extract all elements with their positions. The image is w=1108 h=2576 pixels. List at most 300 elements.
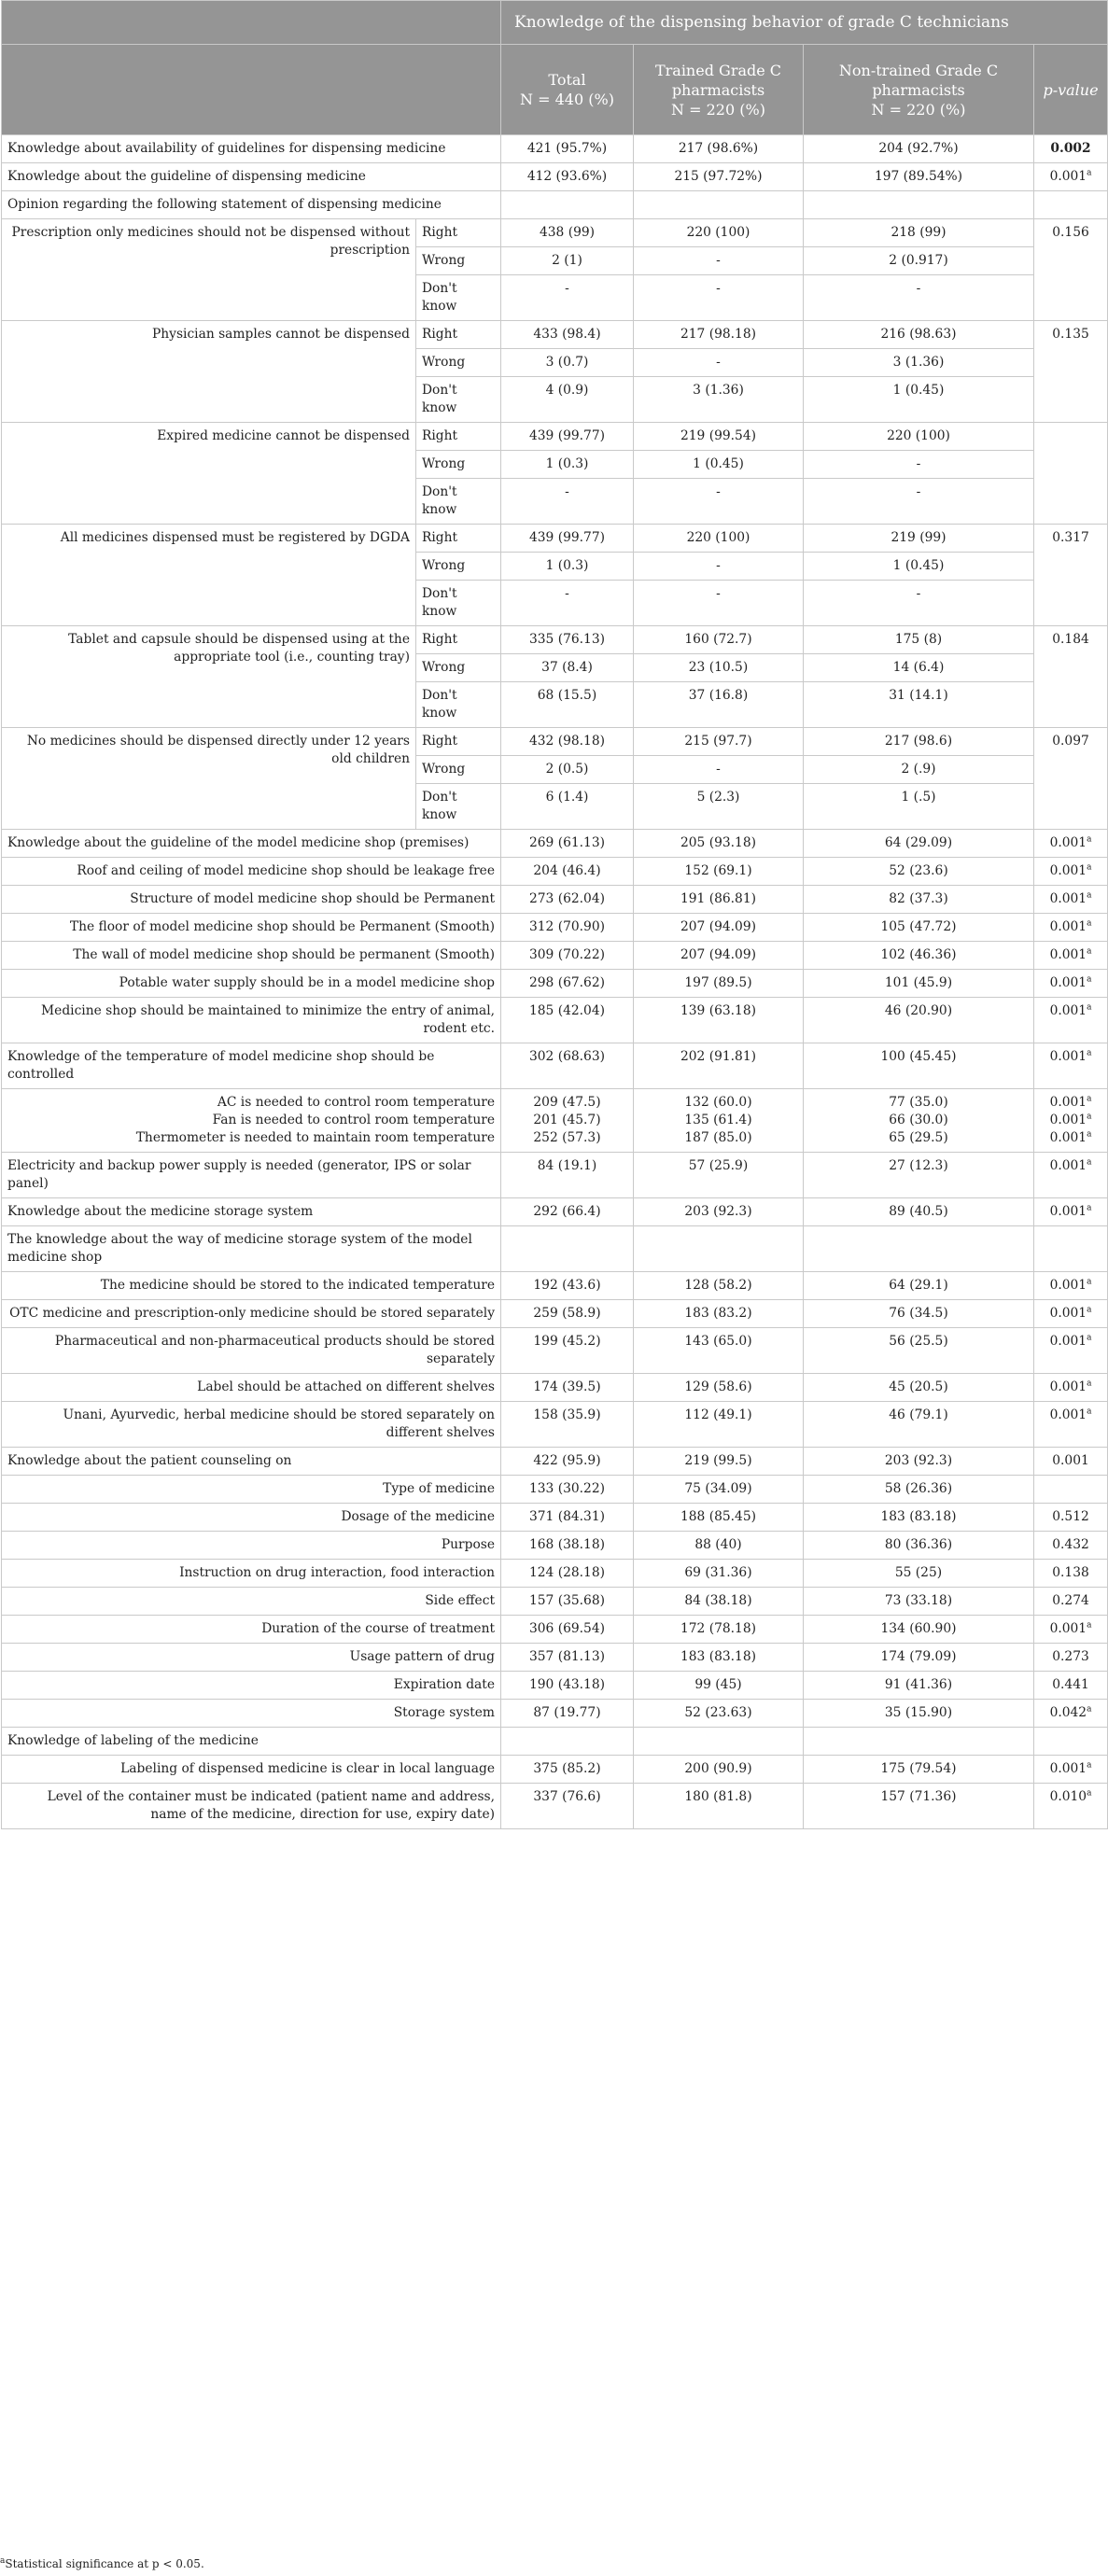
row-label: Storage system bbox=[2, 1700, 501, 1728]
nontrained-cell: 45 (20.5) bbox=[804, 1374, 1034, 1402]
p-value: 0.138 bbox=[1052, 1565, 1089, 1580]
total-cell-line: 209 (47.5) bbox=[533, 1095, 601, 1110]
total-cell: 37 (8.4) bbox=[501, 654, 634, 682]
table-row bbox=[2, 525, 1108, 553]
p-value: 0.156 bbox=[1052, 225, 1089, 240]
p-value-cell bbox=[1034, 1560, 1108, 1588]
trained-cell: 160 (72.7) bbox=[634, 626, 804, 654]
total-cell: 174 (39.5) bbox=[501, 1374, 634, 1402]
nontrained-cell: 46 (79.1) bbox=[804, 1402, 1034, 1448]
significance-marker: a bbox=[1087, 1203, 1092, 1213]
table-row bbox=[2, 1644, 1108, 1672]
trained-cell: 1 (0.45) bbox=[634, 451, 804, 479]
trained-cell: 207 (94.09) bbox=[634, 942, 804, 970]
p-value-cell bbox=[1034, 970, 1108, 998]
total-cell: 157 (35.68) bbox=[501, 1588, 634, 1616]
trained-cell: 202 (91.81) bbox=[634, 1043, 804, 1089]
nontrained-cell: 174 (79.09) bbox=[804, 1644, 1034, 1672]
trained-cell: 52 (23.63) bbox=[634, 1700, 804, 1728]
table-row bbox=[2, 970, 1108, 998]
row-label-line: AC is needed to control room temperature bbox=[217, 1095, 495, 1110]
total-cell: 438 (99) bbox=[501, 219, 634, 247]
total-cell bbox=[501, 1089, 634, 1153]
total-cell: 124 (28.18) bbox=[501, 1560, 634, 1588]
p-value: 0.001 bbox=[1049, 1158, 1087, 1173]
trained-cell: 99 (45) bbox=[634, 1672, 804, 1700]
row-label: Roof and ceiling of model medicine shop should be leakage free bbox=[2, 858, 501, 886]
total-cell: 2 (1) bbox=[501, 247, 634, 275]
trained-cell: 69 (31.36) bbox=[634, 1560, 804, 1588]
row-label: Unani, Ayurvedic, herbal medicine should be stored separately on different shelves bbox=[2, 1402, 501, 1448]
table-row bbox=[2, 1226, 1108, 1272]
row-label: Structure of model medicine shop should be Permanent bbox=[2, 886, 501, 914]
total-cell: 335 (76.13) bbox=[501, 626, 634, 654]
nontrained-cell: 58 (26.36) bbox=[804, 1476, 1034, 1504]
nontrained-cell bbox=[804, 1728, 1034, 1756]
row-label: The wall of model medicine shop should be permanent (Smooth) bbox=[2, 942, 501, 970]
p-value-cell bbox=[1034, 1588, 1108, 1616]
group-label: All medicines dispensed must be registered by DGDA bbox=[2, 525, 416, 626]
col-nontrained: Non-trained Grade C pharmacists N = 220 (%) bbox=[804, 45, 1034, 135]
row-label: Side effect bbox=[2, 1588, 501, 1616]
trained-cell bbox=[634, 1226, 804, 1272]
nontrained-cell: 157 (71.36) bbox=[804, 1784, 1034, 1829]
p-value: 0.001 bbox=[1049, 835, 1087, 850]
p-value: 0.001 bbox=[1049, 1379, 1087, 1394]
row-label: The medicine should be stored to the indicated temperature bbox=[2, 1272, 501, 1300]
p-value: 0.097 bbox=[1052, 734, 1089, 749]
table-row bbox=[2, 1153, 1108, 1198]
nontrained-cell: 1 (.5) bbox=[804, 784, 1034, 830]
trained-cell: 220 (100) bbox=[634, 525, 804, 553]
p-value-cell bbox=[1034, 1532, 1108, 1560]
significance-marker: a bbox=[1087, 1333, 1092, 1343]
nontrained-cell: 175 (79.54) bbox=[804, 1756, 1034, 1784]
table-row bbox=[2, 858, 1108, 886]
total-cell: 439 (99.77) bbox=[501, 525, 634, 553]
trained-cell: 220 (100) bbox=[634, 219, 804, 247]
trained-cell bbox=[634, 1728, 804, 1756]
p-value: 0.001 bbox=[1049, 1113, 1087, 1127]
p-value: 0.001 bbox=[1049, 1095, 1087, 1110]
total-cell: 306 (69.54) bbox=[501, 1616, 634, 1644]
group-label: Physician samples cannot be dispensed bbox=[2, 321, 416, 423]
trained-cell: 129 (58.6) bbox=[634, 1374, 804, 1402]
p-value: 0.001 bbox=[1049, 1003, 1087, 1018]
significance-marker: a bbox=[1087, 1620, 1092, 1631]
table-row bbox=[2, 1272, 1108, 1300]
trained-cell: 112 (49.1) bbox=[634, 1402, 804, 1448]
total-cell: 168 (38.18) bbox=[501, 1532, 634, 1560]
row-label: Labeling of dispensed medicine is clear in local language bbox=[2, 1756, 501, 1784]
total-cell: 185 (42.04) bbox=[501, 998, 634, 1043]
total-cell: 337 (76.6) bbox=[501, 1784, 634, 1829]
response-label: Right bbox=[416, 626, 501, 654]
nontrained-cell: 2 (0.917) bbox=[804, 247, 1034, 275]
trained-cell-line: 135 (61.4) bbox=[684, 1113, 752, 1127]
response-label: Don't know bbox=[416, 784, 501, 830]
significance-marker: a bbox=[1087, 946, 1092, 957]
row-label: Pharmaceutical and non-pharmaceutical products should be stored separately bbox=[2, 1328, 501, 1374]
table-row bbox=[2, 1374, 1108, 1402]
p-value-cell bbox=[1034, 886, 1108, 914]
trained-cell: 219 (99.54) bbox=[634, 423, 804, 451]
trained-cell: 37 (16.8) bbox=[634, 682, 804, 728]
total-cell: 312 (70.90) bbox=[501, 914, 634, 942]
p-value-cell bbox=[1034, 423, 1108, 525]
significance-marker: a bbox=[1087, 1157, 1092, 1168]
response-label: Right bbox=[416, 728, 501, 756]
total-cell-line: 252 (57.3) bbox=[533, 1130, 601, 1145]
significance-marker: a bbox=[1087, 1305, 1092, 1315]
trained-cell: 215 (97.72%) bbox=[634, 163, 804, 191]
p-value-cell bbox=[1034, 1043, 1108, 1089]
p-value-cell bbox=[1034, 1756, 1108, 1784]
trained-cell: 152 (69.1) bbox=[634, 858, 804, 886]
trained-cell: 207 (94.09) bbox=[634, 914, 804, 942]
p-value-cell bbox=[1034, 998, 1108, 1043]
footnote-text: Statistical significance at p < 0.05. bbox=[5, 2557, 204, 2570]
table-row bbox=[2, 321, 1108, 349]
total-cell: 439 (99.77) bbox=[501, 423, 634, 451]
significance-marker: a bbox=[1087, 168, 1092, 178]
total-cell: 192 (43.6) bbox=[501, 1272, 634, 1300]
total-cell: 371 (84.31) bbox=[501, 1504, 634, 1532]
nontrained-cell: 73 (33.18) bbox=[804, 1588, 1034, 1616]
trained-cell: - bbox=[634, 479, 804, 525]
nontrained-cell-line: 77 (35.0) bbox=[889, 1095, 948, 1110]
significance-marker: a bbox=[1087, 834, 1092, 845]
trained-cell: 84 (38.18) bbox=[634, 1588, 804, 1616]
total-cell bbox=[501, 1728, 634, 1756]
trained-cell: 57 (25.9) bbox=[634, 1153, 804, 1198]
table-row bbox=[2, 1532, 1108, 1560]
p-value-cell bbox=[1034, 1616, 1108, 1644]
row-label: Knowledge about the medicine storage system bbox=[2, 1198, 501, 1226]
table-row bbox=[2, 626, 1108, 654]
significance-marker: a bbox=[1087, 1112, 1092, 1122]
table-row bbox=[2, 1756, 1108, 1784]
response-label: Wrong bbox=[416, 451, 501, 479]
nontrained-cell: - bbox=[804, 479, 1034, 525]
trained-cell: 191 (86.81) bbox=[634, 886, 804, 914]
row-label: Dosage of the medicine bbox=[2, 1504, 501, 1532]
row-label: The floor of model medicine shop should be Permanent (Smooth) bbox=[2, 914, 501, 942]
total-cell: 1 (0.3) bbox=[501, 451, 634, 479]
trained-cell: 205 (93.18) bbox=[634, 830, 804, 858]
row-label-line: Thermometer is needed to maintain room temperature bbox=[135, 1130, 495, 1145]
footnote bbox=[0, 2557, 204, 2570]
trained-cell: 128 (58.2) bbox=[634, 1272, 804, 1300]
nontrained-cell: 102 (46.36) bbox=[804, 942, 1034, 970]
trained-cell: 88 (40) bbox=[634, 1532, 804, 1560]
table-row bbox=[2, 1728, 1108, 1756]
header-blank-2 bbox=[2, 45, 501, 135]
significance-marker: a bbox=[1087, 1094, 1092, 1104]
response-label: Right bbox=[416, 525, 501, 553]
total-cell: 190 (43.18) bbox=[501, 1672, 634, 1700]
nontrained-cell: 203 (92.3) bbox=[804, 1448, 1034, 1476]
trained-cell: 197 (89.5) bbox=[634, 970, 804, 998]
row-label-line: Fan is needed to control room temperature bbox=[212, 1113, 495, 1127]
table-body bbox=[2, 135, 1108, 1829]
p-value: 0.001 bbox=[1049, 1334, 1087, 1349]
total-cell: 2 (0.5) bbox=[501, 756, 634, 784]
footnote-marker: a bbox=[0, 2556, 6, 2566]
table-row bbox=[2, 1448, 1108, 1476]
table-row bbox=[2, 942, 1108, 970]
p-value-cell bbox=[1034, 1448, 1108, 1476]
total-cell bbox=[501, 1226, 634, 1272]
nontrained-cell: - bbox=[804, 581, 1034, 626]
total-cell: 422 (95.9) bbox=[501, 1448, 634, 1476]
nontrained-cell: 89 (40.5) bbox=[804, 1198, 1034, 1226]
row-label: Purpose bbox=[2, 1532, 501, 1560]
nontrained-cell: 82 (37.3) bbox=[804, 886, 1034, 914]
nontrained-cell: 76 (34.5) bbox=[804, 1300, 1034, 1328]
p-value-cell bbox=[1034, 1672, 1108, 1700]
total-cell: 433 (98.4) bbox=[501, 321, 634, 349]
p-value-cell bbox=[1034, 219, 1108, 321]
row-label: Potable water supply should be in a model medicine shop bbox=[2, 970, 501, 998]
nontrained-cell: 35 (15.90) bbox=[804, 1700, 1034, 1728]
total-cell: 259 (58.9) bbox=[501, 1300, 634, 1328]
p-value: 0.001 bbox=[1049, 1621, 1087, 1636]
p-value-cell bbox=[1034, 1226, 1108, 1272]
nontrained-cell-line: 66 (30.0) bbox=[889, 1113, 948, 1127]
nontrained-cell: 197 (89.54%) bbox=[804, 163, 1034, 191]
p-value-cell bbox=[1034, 191, 1108, 219]
p-value: 0.441 bbox=[1052, 1677, 1089, 1692]
nontrained-cell: 1 (0.45) bbox=[804, 377, 1034, 423]
p-value: 0.001 bbox=[1052, 1453, 1089, 1468]
row-label: Level of the container must be indicated (patient name and address, name of the medicine, direction for use, expiry date) bbox=[2, 1784, 501, 1829]
table-row bbox=[2, 1328, 1108, 1374]
p-value: 0.001 bbox=[1049, 1204, 1087, 1219]
header-blank bbox=[2, 1, 501, 45]
significance-marker: a bbox=[1087, 862, 1092, 873]
table-row bbox=[2, 1588, 1108, 1616]
nontrained-cell: 220 (100) bbox=[804, 423, 1034, 451]
total-cell: 158 (35.9) bbox=[501, 1402, 634, 1448]
total-cell: 6 (1.4) bbox=[501, 784, 634, 830]
row-label bbox=[2, 1089, 501, 1153]
response-label: Don't know bbox=[416, 275, 501, 321]
table-row bbox=[2, 728, 1108, 756]
table-row bbox=[2, 914, 1108, 942]
trained-cell: - bbox=[634, 275, 804, 321]
p-value: 0.273 bbox=[1052, 1649, 1089, 1664]
nontrained-cell bbox=[804, 1089, 1034, 1153]
p-value-cell bbox=[1034, 1476, 1108, 1504]
nontrained-cell: 105 (47.72) bbox=[804, 914, 1034, 942]
response-label: Right bbox=[416, 219, 501, 247]
total-cell: 199 (45.2) bbox=[501, 1328, 634, 1374]
p-value: 0.001 bbox=[1049, 1306, 1087, 1321]
nontrained-cell: 64 (29.1) bbox=[804, 1272, 1034, 1300]
nontrained-cell: 216 (98.63) bbox=[804, 321, 1034, 349]
row-label: OTC medicine and prescription-only medicine should be stored separately bbox=[2, 1300, 501, 1328]
total-cell: 204 (46.4) bbox=[501, 858, 634, 886]
row-label: Electricity and backup power supply is needed (generator, IPS or solar panel) bbox=[2, 1153, 501, 1198]
table-row bbox=[2, 1402, 1108, 1448]
trained-cell: - bbox=[634, 247, 804, 275]
trained-cell: 23 (10.5) bbox=[634, 654, 804, 682]
total-cell: 68 (15.5) bbox=[501, 682, 634, 728]
significance-marker: a bbox=[1087, 890, 1092, 901]
p-value: 0.001 bbox=[1049, 975, 1087, 990]
trained-cell: 219 (99.5) bbox=[634, 1448, 804, 1476]
response-label: Wrong bbox=[416, 654, 501, 682]
trained-cell: - bbox=[634, 349, 804, 377]
group-label: Tablet and capsule should be dispensed using at the appropriate tool (i.e., counting tray) bbox=[2, 626, 416, 728]
significance-marker: a bbox=[1087, 1129, 1092, 1140]
table-row bbox=[2, 1198, 1108, 1226]
row-label: Usage pattern of drug bbox=[2, 1644, 501, 1672]
total-cell: 4 (0.9) bbox=[501, 377, 634, 423]
p-value-cell bbox=[1034, 1644, 1108, 1672]
p-value: 0.001 bbox=[1049, 1407, 1087, 1422]
significance-marker: a bbox=[1087, 1277, 1092, 1287]
nontrained-cell: 183 (83.18) bbox=[804, 1504, 1034, 1532]
total-cell: 1 (0.3) bbox=[501, 553, 634, 581]
row-label: Knowledge about the guideline of the model medicine shop (premises) bbox=[2, 830, 501, 858]
nontrained-cell: - bbox=[804, 451, 1034, 479]
p-value-cell bbox=[1034, 858, 1108, 886]
nontrained-cell: 217 (98.6) bbox=[804, 728, 1034, 756]
group-label: Expired medicine cannot be dispensed bbox=[2, 423, 416, 525]
p-value-cell bbox=[1034, 525, 1108, 626]
response-label: Don't know bbox=[416, 479, 501, 525]
p-value: 0.010 bbox=[1049, 1789, 1087, 1804]
nontrained-cell bbox=[804, 191, 1034, 219]
nontrained-cell: 2 (.9) bbox=[804, 756, 1034, 784]
nontrained-cell-line: 65 (29.5) bbox=[889, 1130, 948, 1145]
total-cell: 133 (30.22) bbox=[501, 1476, 634, 1504]
p-value: 0.184 bbox=[1052, 632, 1089, 647]
trained-cell: 172 (78.18) bbox=[634, 1616, 804, 1644]
p-value-cell bbox=[1034, 626, 1108, 728]
total-cell: 269 (61.13) bbox=[501, 830, 634, 858]
trained-cell: 183 (83.2) bbox=[634, 1300, 804, 1328]
significance-marker: a bbox=[1087, 1048, 1092, 1058]
table-row bbox=[2, 135, 1108, 163]
table-row bbox=[2, 1300, 1108, 1328]
p-value-cell bbox=[1034, 1198, 1108, 1226]
p-value: 0.001 bbox=[1049, 947, 1087, 962]
table-row bbox=[2, 191, 1108, 219]
table-row bbox=[2, 998, 1108, 1043]
row-label: Opinion regarding the following statement of dispensing medicine bbox=[2, 191, 501, 219]
total-cell: 273 (62.04) bbox=[501, 886, 634, 914]
total-cell: 412 (93.6%) bbox=[501, 163, 634, 191]
table-row bbox=[2, 219, 1108, 247]
p-value: 0.001 bbox=[1049, 169, 1087, 184]
p-value-cell bbox=[1034, 1153, 1108, 1198]
trained-cell: 188 (85.45) bbox=[634, 1504, 804, 1532]
total-cell: 3 (0.7) bbox=[501, 349, 634, 377]
nontrained-cell: 1 (0.45) bbox=[804, 553, 1034, 581]
p-value-cell bbox=[1034, 1728, 1108, 1756]
trained-cell: - bbox=[634, 756, 804, 784]
p-value: 0.432 bbox=[1052, 1537, 1089, 1552]
nontrained-cell: 134 (60.90) bbox=[804, 1616, 1034, 1644]
p-value-cell bbox=[1034, 1300, 1108, 1328]
trained-cell: 183 (83.18) bbox=[634, 1644, 804, 1672]
trained-cell: 180 (81.8) bbox=[634, 1784, 804, 1829]
nontrained-cell: 218 (99) bbox=[804, 219, 1034, 247]
nontrained-cell: - bbox=[804, 275, 1034, 321]
p-value-cell bbox=[1034, 321, 1108, 423]
total-cell: - bbox=[501, 479, 634, 525]
p-value-cell bbox=[1034, 163, 1108, 191]
table-row bbox=[2, 830, 1108, 858]
table-row bbox=[2, 163, 1108, 191]
table-row bbox=[2, 1504, 1108, 1532]
trained-cell bbox=[634, 191, 804, 219]
row-label: Expiration date bbox=[2, 1672, 501, 1700]
table-row bbox=[2, 1700, 1108, 1728]
nontrained-cell: 100 (45.45) bbox=[804, 1043, 1034, 1089]
nontrained-cell: 52 (23.6) bbox=[804, 858, 1034, 886]
trained-cell: 217 (98.6%) bbox=[634, 135, 804, 163]
p-value-cell bbox=[1034, 1700, 1108, 1728]
trained-cell: 139 (63.18) bbox=[634, 998, 804, 1043]
nontrained-cell: 31 (14.1) bbox=[804, 682, 1034, 728]
total-cell: 309 (70.22) bbox=[501, 942, 634, 970]
p-value-cell bbox=[1034, 830, 1108, 858]
trained-cell: 5 (2.3) bbox=[634, 784, 804, 830]
trained-cell-line: 187 (85.0) bbox=[684, 1130, 752, 1145]
p-value-cell bbox=[1034, 135, 1108, 163]
table-row bbox=[2, 1560, 1108, 1588]
response-label: Right bbox=[416, 321, 501, 349]
significance-marker: a bbox=[1087, 1760, 1092, 1771]
p-value-cell bbox=[1034, 728, 1108, 830]
total-cell: 84 (19.1) bbox=[501, 1153, 634, 1198]
total-cell: 292 (66.4) bbox=[501, 1198, 634, 1226]
p-value: 0.274 bbox=[1052, 1593, 1089, 1608]
total-cell: 302 (68.63) bbox=[501, 1043, 634, 1089]
table-row bbox=[2, 423, 1108, 451]
table-row bbox=[2, 1476, 1108, 1504]
p-value: 0.001 bbox=[1049, 863, 1087, 878]
p-value: 0.001 bbox=[1049, 891, 1087, 906]
trained-cell bbox=[634, 1089, 804, 1153]
response-label: Wrong bbox=[416, 756, 501, 784]
total-cell: 87 (19.77) bbox=[501, 1700, 634, 1728]
nontrained-cell: 46 (20.90) bbox=[804, 998, 1034, 1043]
row-label: Medicine shop should be maintained to minimize the entry of animal, rodent etc. bbox=[2, 998, 501, 1043]
p-value-cell bbox=[1034, 942, 1108, 970]
p-value-cell bbox=[1034, 1402, 1108, 1448]
significance-marker: a bbox=[1087, 1788, 1092, 1799]
p-value-cell bbox=[1034, 1089, 1108, 1153]
total-cell bbox=[501, 191, 634, 219]
significance-marker: a bbox=[1087, 974, 1092, 985]
nontrained-cell bbox=[804, 1226, 1034, 1272]
nontrained-cell: 64 (29.09) bbox=[804, 830, 1034, 858]
response-label: Don't know bbox=[416, 682, 501, 728]
table-row bbox=[2, 1089, 1108, 1153]
row-label: Type of medicine bbox=[2, 1476, 501, 1504]
table-row bbox=[2, 1784, 1108, 1829]
response-label: Right bbox=[416, 423, 501, 451]
nontrained-cell: 56 (25.5) bbox=[804, 1328, 1034, 1374]
row-label: Knowledge about the guideline of dispensing medicine bbox=[2, 163, 501, 191]
p-value: 0.001 bbox=[1049, 919, 1087, 934]
table-title: Knowledge of the dispensing behavior of grade C technicians bbox=[501, 1, 1108, 45]
